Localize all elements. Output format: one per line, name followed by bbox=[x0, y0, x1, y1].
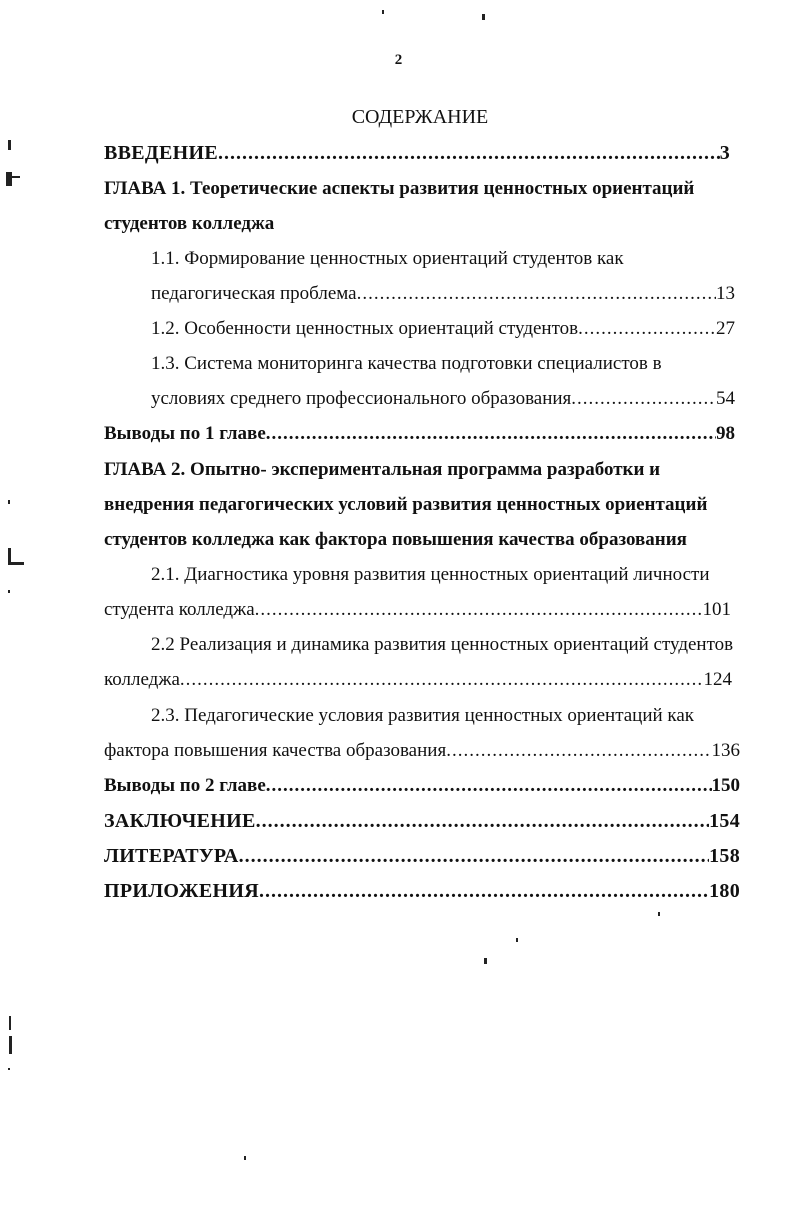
toc-entry-literature[interactable] bbox=[104, 843, 740, 869]
scan-speck bbox=[8, 500, 10, 504]
leader-dots bbox=[239, 843, 709, 869]
toc-section-2-3-line1[interactable]: 2.3. Педагогические условия развития ценностных ориентаций как bbox=[151, 705, 695, 726]
leader-dots bbox=[266, 773, 712, 799]
toc-chapter-2-line3[interactable]: студентов колледжа как фактора повышения качества образования bbox=[104, 529, 687, 550]
scan-speck bbox=[658, 912, 660, 916]
leader-dots bbox=[256, 808, 709, 834]
toc-chapter-1-line1[interactable]: ГЛАВА 1. Теоретические аспекты развития ценностных ориентаций bbox=[104, 178, 695, 199]
leader-dots bbox=[255, 597, 703, 623]
page-title: СОДЕРЖАНИЕ bbox=[351, 106, 489, 128]
scan-speck bbox=[482, 14, 485, 20]
page-number: 2 bbox=[394, 52, 403, 68]
toc-page-number: 54 bbox=[716, 388, 735, 409]
leader-dots bbox=[218, 140, 720, 166]
toc-section-1-2[interactable] bbox=[151, 316, 735, 342]
toc-section-2-2-line2[interactable] bbox=[104, 667, 732, 693]
toc-entry-appendix[interactable] bbox=[104, 878, 740, 904]
toc-page-number: 101 bbox=[702, 599, 731, 620]
leader-dots bbox=[180, 667, 704, 693]
toc-entry-label: фактора повышения качества образования bbox=[104, 740, 447, 761]
scan-speck bbox=[6, 172, 12, 186]
toc-entry-label: ЗАКЛЮЧЕНИЕ bbox=[104, 810, 256, 832]
toc-page-number: 136 bbox=[711, 740, 740, 761]
scan-speck bbox=[484, 958, 487, 964]
toc-section-1-3-line2[interactable] bbox=[151, 386, 735, 412]
toc-chapter-2-line2[interactable]: внедрения педагогических условий развития ценностных ориентаций bbox=[104, 494, 708, 515]
toc-conclusions-chapter-1[interactable] bbox=[104, 421, 735, 447]
toc-entry-conclusion[interactable] bbox=[104, 808, 740, 834]
toc-page-number: 180 bbox=[709, 880, 740, 902]
toc-entry-label: студента колледжа bbox=[104, 599, 255, 620]
toc-entry-label: ЛИТЕРАТУРА bbox=[104, 845, 239, 867]
toc-entry-label: Выводы по 2 главе bbox=[104, 775, 266, 796]
leader-dots bbox=[578, 316, 716, 342]
scan-speck bbox=[8, 590, 10, 593]
toc-entry-label: Выводы по 1 главе bbox=[104, 423, 266, 444]
toc-entry-label: ПРИЛОЖЕНИЯ bbox=[104, 880, 259, 902]
toc-page-number: 158 bbox=[709, 845, 740, 867]
scan-speck bbox=[8, 562, 24, 565]
toc-entry-label: 1.2. Особенности ценностных ориентаций студентов bbox=[151, 318, 579, 339]
toc-section-1-1-line1[interactable]: 1.1. Формирование ценностных ориентаций студентов как bbox=[151, 248, 624, 269]
leader-dots bbox=[259, 878, 709, 904]
toc-page-number: 124 bbox=[703, 669, 732, 690]
toc-page-number: 98 bbox=[716, 423, 735, 444]
toc-page-number: 3 bbox=[719, 142, 730, 164]
toc-page-number: 13 bbox=[716, 283, 735, 304]
scan-speck bbox=[8, 140, 11, 150]
toc-entry-intro[interactable] bbox=[104, 140, 730, 166]
toc-section-1-1-line2[interactable] bbox=[151, 281, 735, 307]
toc-conclusions-chapter-2[interactable] bbox=[104, 773, 740, 799]
toc-section-2-3-line2[interactable] bbox=[104, 738, 740, 764]
toc-entry-label: условиях среднего профессионального образования bbox=[151, 388, 572, 409]
toc-entry-label: ВВЕДЕНИЕ bbox=[104, 142, 218, 164]
scan-speck bbox=[516, 938, 518, 942]
scan-speck bbox=[9, 1036, 12, 1054]
toc-chapter-1-line2[interactable]: студентов колледжа bbox=[104, 213, 275, 234]
toc-page-number: 154 bbox=[709, 810, 740, 832]
leader-dots bbox=[446, 738, 711, 764]
toc-section-2-1-line2[interactable] bbox=[104, 597, 731, 623]
scan-speck bbox=[8, 1068, 10, 1070]
scan-speck bbox=[9, 1016, 11, 1030]
toc-section-2-1-line1[interactable]: 2.1. Диагностика уровня развития ценностных ориентаций личности bbox=[151, 564, 710, 585]
toc-chapter-2-line1[interactable]: ГЛАВА 2. Опытно- экспериментальная программа разработки и bbox=[104, 459, 661, 480]
toc-section-1-3-line1[interactable]: 1.3. Система мониторинга качества подготовки специалистов в bbox=[151, 353, 662, 374]
toc-page-number: 150 bbox=[711, 775, 740, 796]
leader-dots bbox=[571, 386, 716, 412]
toc-entry-label: педагогическая проблема bbox=[151, 283, 357, 304]
toc-entry-label: колледжа bbox=[104, 669, 180, 690]
scan-speck bbox=[244, 1156, 246, 1160]
toc-page-number: 27 bbox=[716, 318, 735, 339]
leader-dots bbox=[357, 281, 716, 307]
scan-speck bbox=[12, 176, 20, 178]
toc-section-2-2-line1[interactable]: 2.2 Реализация и динамика развития ценностных ориентаций студентов bbox=[151, 634, 734, 655]
leader-dots bbox=[266, 421, 716, 447]
scan-speck bbox=[382, 10, 384, 14]
